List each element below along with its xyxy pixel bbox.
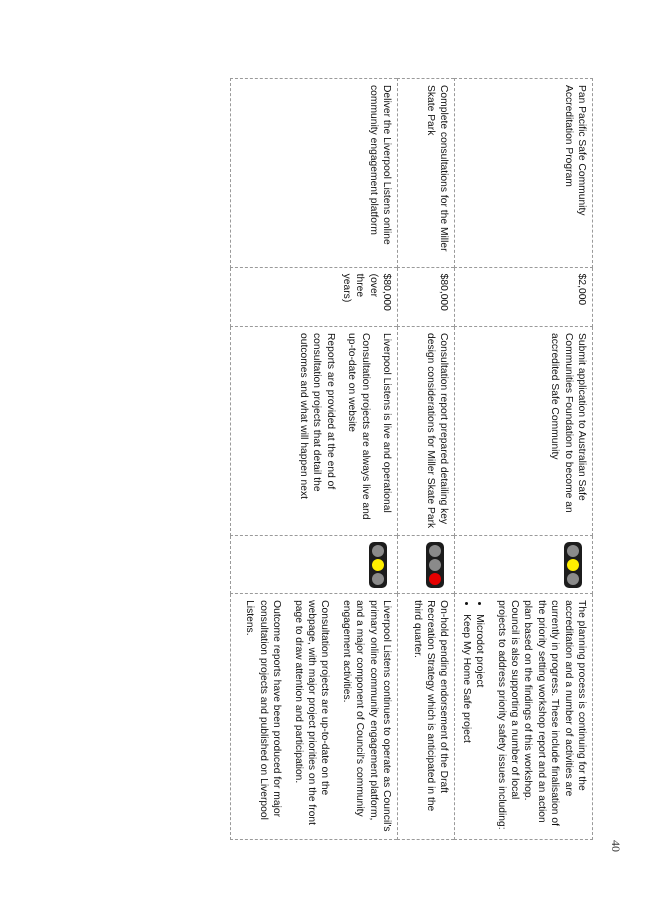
traffic-light-lamp	[567, 559, 579, 571]
budget-cell: $80,000	[398, 267, 455, 326]
target-text: Liverpool Listens is live and operational	[381, 333, 393, 513]
comment-cell	[455, 594, 593, 840]
status-cell	[231, 535, 398, 593]
table-row	[231, 79, 398, 840]
results-table	[230, 78, 593, 840]
list-item: • Microdot project	[473, 614, 486, 833]
action-cell: Deliver the Liverpool Listens online community engagement platform	[231, 79, 398, 268]
results-table-body	[231, 79, 593, 840]
status-cell	[398, 535, 455, 593]
table-row	[455, 79, 593, 840]
comment-paragraph: Liverpool Listens continues to operate as Council's primary online community engagement platform, and a major component of Council's community engagement activities.	[340, 600, 393, 832]
target-text: Submit application to Australian Safe Communities Foundation to become an accredited Safe Community	[549, 333, 587, 513]
comment-paragraph: Outcome reports have been produced for major consultation projects and published on Liverpool Listens.	[244, 600, 283, 820]
targets-cell	[398, 327, 455, 536]
status-cell	[455, 535, 593, 593]
traffic-light-icon	[564, 542, 582, 588]
traffic-light-lamp	[429, 545, 441, 557]
traffic-light-lamp	[372, 559, 384, 571]
list-item: • Keep My Home Safe project	[459, 614, 472, 833]
budget-cell: $2,000	[455, 267, 593, 326]
target-text: Consultation projects are always live and up-to-date on website	[346, 333, 371, 520]
traffic-light-lamp	[429, 573, 441, 585]
page-number: 40	[609, 840, 623, 852]
target-text: Reports are provided at the end of consultation projects that detail the outcomes and what will happen next	[298, 333, 336, 499]
targets-cell	[231, 327, 398, 536]
comment-cell	[231, 594, 398, 840]
traffic-light-lamp	[567, 573, 579, 585]
comment-bullet-list	[459, 600, 486, 833]
targets-cell	[455, 327, 593, 536]
action-cell: Complete consultations for the Miller Skate Park	[398, 79, 455, 268]
traffic-light-lamp	[429, 559, 441, 571]
table-row	[398, 79, 455, 840]
traffic-light-lamp	[372, 573, 384, 585]
traffic-light-lamp	[372, 545, 384, 557]
comment-paragraph: On-hold pending endorsement of the Draft Recreation Strategy which is anticipated in the third quarter.	[411, 600, 450, 812]
comment-paragraph: The planning process is continuing for the accreditation and a number of activities are currently in progress. These include finalisation of the priority setting workshop report and an action plan based on the findings of this workshop. Council is also supporting a number of local projects to address priority safety issues including:	[495, 600, 587, 830]
traffic-light-lamp	[567, 545, 579, 557]
target-text: Consultation report prepared detailing key design considerations for Miller Skate Park	[424, 333, 450, 529]
traffic-light-icon	[426, 542, 444, 588]
action-cell: Pan Pacific Safe Community Accreditation Program	[455, 79, 593, 268]
comment-cell	[398, 594, 455, 840]
traffic-light-icon	[369, 542, 387, 588]
comment-paragraph: Consultation projects are up-to-date on the webpage, with major project priorities on the front page to draw attention and participation.	[292, 600, 331, 826]
budget-cell: $80,000 (over three years)	[231, 267, 398, 326]
